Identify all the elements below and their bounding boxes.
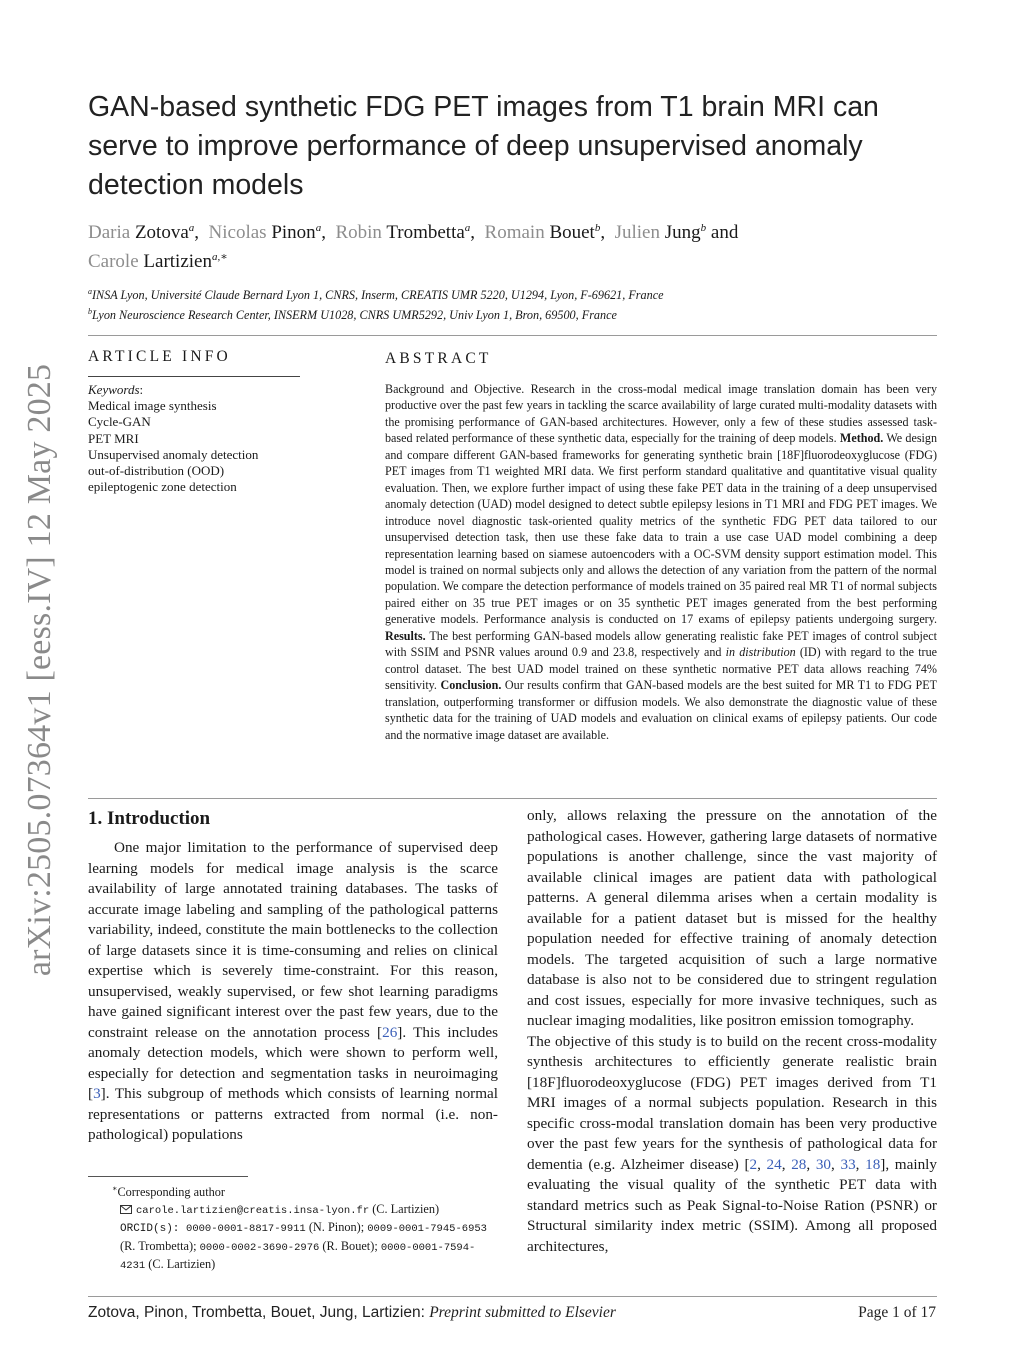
paper-title: GAN-based synthetic FDG PET images from T1 brain MRI can serve to improve performance of deep unsupervised anomaly detection models — [88, 91, 879, 201]
keyword: PET MRI — [88, 430, 139, 446]
citation-link[interactable]: 24 — [766, 1155, 782, 1173]
intro-left-column: One major limitation to the performance of supervised deep learning models for medical image analysis is the scarce availability of large annotated training databases. The tasks of accurate image labeling and sampling of the pathological patterns variability, indeed, constitute the main bottlenecks to the collection of large datasets since it is time-consuming and relies on clinical expertise which is severely time-constraint. For this reason, unsupervised, weakly supervised, or few shot learning paradigms have gained significant interest over the past few years, due to the constraint release on the annotation process [26]. This includes anomaly detection models, which were shown to perform well, especially for detection and segmentation tasks in neuroimaging [3]. This subgroup of methods which consists of learning normal representations or patterns extracted from normal (i.e. non-pathological) populations — [88, 839, 499, 1143]
arxiv-identifier: arXiv:2505.07364v1 [eess.IV] 12 May 2025 — [21, 363, 58, 977]
keywords-label: Keywords — [88, 382, 140, 397]
orcid-link[interactable]: 0000-0001-8817-9911 — [186, 1223, 306, 1236]
affiliation-a: $^a$INSA Lyon, Université Claude Bernard Lyon 1, CNRS, Inserm, CREATIS UMR 5220, U1294, Lyon, F-69621, France — [88, 287, 664, 302]
affiliation-b: $^b$Lyon Neuroscience Research Center, INSERM U1028, CNRS UMR5292, Univ Lyon 1, Bron, 69500, France — [88, 307, 617, 322]
citation-link[interactable]: 26 — [382, 1023, 398, 1041]
section-heading: 1. Introduction — [88, 808, 211, 829]
article-info-heading: ARTICLE INFO — [88, 348, 231, 365]
keyword: epileptogenic zone detection — [88, 479, 237, 495]
orcid-link[interactable]: 0009-0001-7945-6953 — [367, 1223, 487, 1236]
citation-link[interactable]: 3 — [93, 1085, 101, 1102]
email-link[interactable]: carole.lartizien@creatis.insa-lyon.fr — [136, 1204, 370, 1217]
running-footer: Zotova, Pinon, Trombetta, Bouet, Jung, Lartizien: Preprint submitted to Elsevier — [88, 1304, 616, 1321]
orcid-link[interactable]: 0000-0002-3690-2976 — [199, 1241, 320, 1254]
author: Carole Lartizien$^{a,∗}$ — [88, 251, 228, 272]
footer-divider — [88, 1296, 937, 1297]
citation-link[interactable]: 18 — [865, 1155, 881, 1173]
keyword: Unsupervised anomaly detection — [88, 446, 259, 462]
footnote-divider — [88, 1176, 248, 1177]
keyword: Medical image synthesis — [88, 398, 217, 414]
author: Nicolas Pinon$^a$ — [208, 222, 322, 243]
divider — [88, 335, 937, 336]
orcid-link[interactable]: 0000-0001-7594-4231 — [120, 1241, 476, 1273]
footnotes: ∗Corresponding author carole.lartizien@creatis.insa-lyon.fr (C. Lartizien) ORCID(s): 0000-0001-8817-9911 (N. Pinon); 0009-0001-7945-6953 (R. Trombetta); 0000-0002-3690-2976 (R. Bouet); 0000-0001-7594-4231 (C. Lartizien) — [112, 1184, 487, 1273]
author: Daria Zotova$^a$ — [88, 222, 195, 243]
author: Julien Jung$^b$ — [614, 222, 707, 243]
envelope-icon — [120, 1205, 132, 1214]
author: Robin Trombetta$^a$ — [335, 222, 471, 243]
citation-link[interactable]: 30 — [815, 1155, 832, 1173]
citation-link[interactable]: 28 — [791, 1155, 807, 1173]
divider — [88, 798, 937, 799]
abstract-body: Background and Objective. Research in the cross-modal medical image translation domain has been very productive over the past few years in tackling the scarce availability of large curated multi-modality datasets with the promising performance of GAN-based architectures. However, only a few of these studies assessed task-based related performance of these synthetic data, especially for the training of deep models. Method. We design and compare different GAN-based frameworks for generating synthetic brain [18F]fluorodeoxyglucose (FDG) PET images from T1 weighted MRI data. We first perform standard qualitative and quantitative visual quality evaluation. Then, we explore further impact of using these fake PET data in the training of a deep unsupervised anomaly detection (UAD) model designed to detect subtle epilepsy lesions in T1 MRI and FDG PET images. We introduce novel diagnostic task-oriented quality metrics of the synthetic FDG PET data tailored to our unsupervised detection task, then use these fake data to train a use case UAD model combining a deep representation learning based on siamese autoencoders with a OC-SVM density support estimation model. This model is trained on normal subjects only and allows the detection of any variation from the pattern of the normal population. We compare the detection performance of models trained on 35 paired real MR T1 of normal subjects paired either on 35 true PET images or on 35 synthetic PET images generated from the best performing generative models. Performance analysis is conducted on 17 exams of epilepsy patients undergoing surgery. Results. The best performing GAN-based models allow generating realistic fake PET images of control subject with SSIM and PSNR values around 0.9 and 23.8, respectively and in distribution (ID) with regard to the true control dataset. The best UAD model trained on these synthetic normative PET data allows reaching 74% sensitivity. Conclusion. Our results confirm that GAN-based models are the best suited for MR T1 to FDG PET translation, outperforming transformer or diffusion models. We also demonstrate the diagnostic value of these synthetic data for the training of UAD models and evaluation on clinical exams of epilepsy patients. Our code and the normative image dataset are available. — [385, 382, 937, 742]
citation-link[interactable]: 33 — [840, 1155, 856, 1173]
divider — [88, 376, 300, 377]
keywords-block: Keywords: Medical image synthesis Cycle-GAN PET MRI Unsupervised anomaly detection out-of-distribution (OOD) epileptogenic zone detection — [88, 382, 303, 495]
page-number: Page 1 of 17 — [858, 1304, 936, 1321]
citation-link[interactable]: 2 — [749, 1155, 758, 1173]
author-list: Daria Zotova$^a$, Nicolas Pinon$^a$, Robin Trombetta$^a$, Romain Bouet$^b$, Julien Jung$^b$ and Carole Lartizien$^{a,∗}$ — [88, 222, 739, 272]
keyword: out-of-distribution (OOD) — [88, 463, 225, 479]
corresponding-author-note: Corresponding author — [117, 1185, 226, 1200]
abstract-heading: ABSTRACT — [385, 350, 492, 367]
arxiv-sidebar-stamp — [10, 350, 70, 990]
author: Romain Bouet$^b$ — [484, 222, 601, 243]
intro-right-column: only, allows relaxing the pressure on the annotation of the pathological cases. However, gathering large datasets of normative populations is another challenge, since the vast majority of available clinical images are patient data with pathological patterns. A general dilemma arises when a certain modality is available for a patient dataset but is missed for the healthy population needed for effective training of anomaly detection models. The targeted acquisition of such a large normative database is also not to be considered due to stringent regulation and cost issues, especially for more invasive techniques, such as nuclear imaging modalities, like positron emission tomography. The objective of this study is to build on the recent cross-modality synthesis architectures to efficiently generate realistic brain [18F]fluorodeoxyglucose (FDG) PET images derived from T1 MRI images of a normal subjects population. Research in this specific cross-modal translation domain has been very productive over the past few years for the synthesis of pathological data for dementia (e.g. Alzheimer disease) [2, 24, 28, 30, 33, 18], mainly evaluating the visual quality of the synthetic PET data with standard metrics such as Peak Signal-to-Noise Ration (PSNR) or Structural similarity index metric (SSIM). Among all proposed architectures, — [527, 807, 937, 1255]
keyword: Cycle-GAN — [88, 414, 151, 430]
